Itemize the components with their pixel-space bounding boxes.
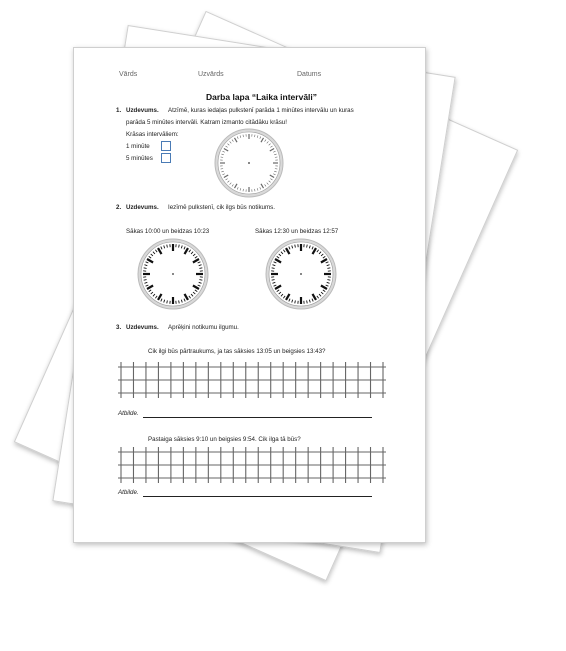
question-1: Cik ilgi būs pārtraukums, ja tas sāksies 13:05 un beigsies 13:43? — [148, 348, 326, 355]
answer-line-2[interactable] — [143, 496, 372, 497]
clock-minute-tick — [272, 268, 275, 269]
clock1-caption: Sākas 10:00 un beidzas 10:23 — [126, 228, 210, 235]
task2-number: 2. — [116, 204, 122, 211]
clock-minute-tick — [167, 300, 168, 303]
clock-minute-tick — [144, 280, 147, 281]
clock-center-dot — [248, 162, 250, 164]
task1-label: Uzdevums. — [126, 107, 159, 114]
clock-minute-tick — [307, 245, 308, 248]
question-2: Pastaiga sāksies 9:10 un beigsies 9:54. Cik ilga tā būs? — [148, 436, 301, 443]
clock-minute-tick — [272, 280, 275, 281]
answer-line-1[interactable] — [143, 417, 372, 418]
timeline-grid-1 — [118, 362, 386, 398]
clock-minute-tick — [295, 245, 296, 248]
task1-number: 1. — [116, 107, 122, 114]
clock-minute-tick — [167, 245, 168, 248]
clock-minute-tick — [199, 280, 202, 281]
option-1-minute-label: 1 minūte — [126, 143, 150, 150]
task3-text: Aprēķini notikumu ilgumu. — [168, 324, 239, 331]
clock-minute-tick — [327, 268, 330, 269]
task3-number: 3. — [116, 324, 122, 331]
clock2-caption: Sākas 12:30 un beidzas 12:57 — [255, 228, 339, 235]
clock-minute-tick — [144, 268, 147, 269]
clock-face-task2-right — [265, 238, 337, 310]
task1-text-line2: parāda 5 minūtes intervāli. Katram izmanto citādāku krāsu! — [126, 119, 287, 126]
clock-minute-tick — [307, 300, 308, 303]
answer-label-2: Atbilde. — [118, 489, 139, 496]
option-5-minutes-label: 5 minūtes — [126, 155, 153, 162]
clock-minute-tick — [295, 300, 296, 303]
task2-text: Iezīmē pulkstenī, cik ilgs būs notikums. — [168, 204, 275, 211]
timeline-grid-2 — [118, 447, 386, 483]
name-label: Vārds — [119, 71, 138, 78]
clock-center-dot — [172, 273, 174, 275]
task1-text-line1: Atzīmē, kuras iedaļas pulkstenī parāda 1 minūtes intervālu un kuras — [168, 107, 354, 114]
clock-face-task2-left — [137, 238, 209, 310]
clock-minute-tick — [179, 300, 180, 303]
task3-label: Uzdevums. — [126, 324, 159, 331]
option-1-minute-checkbox[interactable] — [161, 141, 171, 151]
clock-center-dot — [300, 273, 302, 275]
page-title: Darba lapa “Laika intervāli” — [206, 92, 318, 102]
answer-label-1: Atbilde. — [118, 410, 139, 417]
clock-minute-tick — [179, 245, 180, 248]
option-5-minutes-checkbox[interactable] — [161, 153, 171, 163]
clock-minute-tick — [327, 280, 330, 281]
date-label: Datums — [297, 71, 322, 78]
clock-minute-tick — [199, 268, 202, 269]
clock-face-task1 — [214, 128, 284, 198]
task1-colors-label: Krāsas intervāliem: — [126, 131, 179, 138]
front-worksheet — [73, 47, 426, 543]
surname-label: Uzvārds — [198, 71, 224, 78]
task2-label: Uzdevums. — [126, 204, 159, 211]
